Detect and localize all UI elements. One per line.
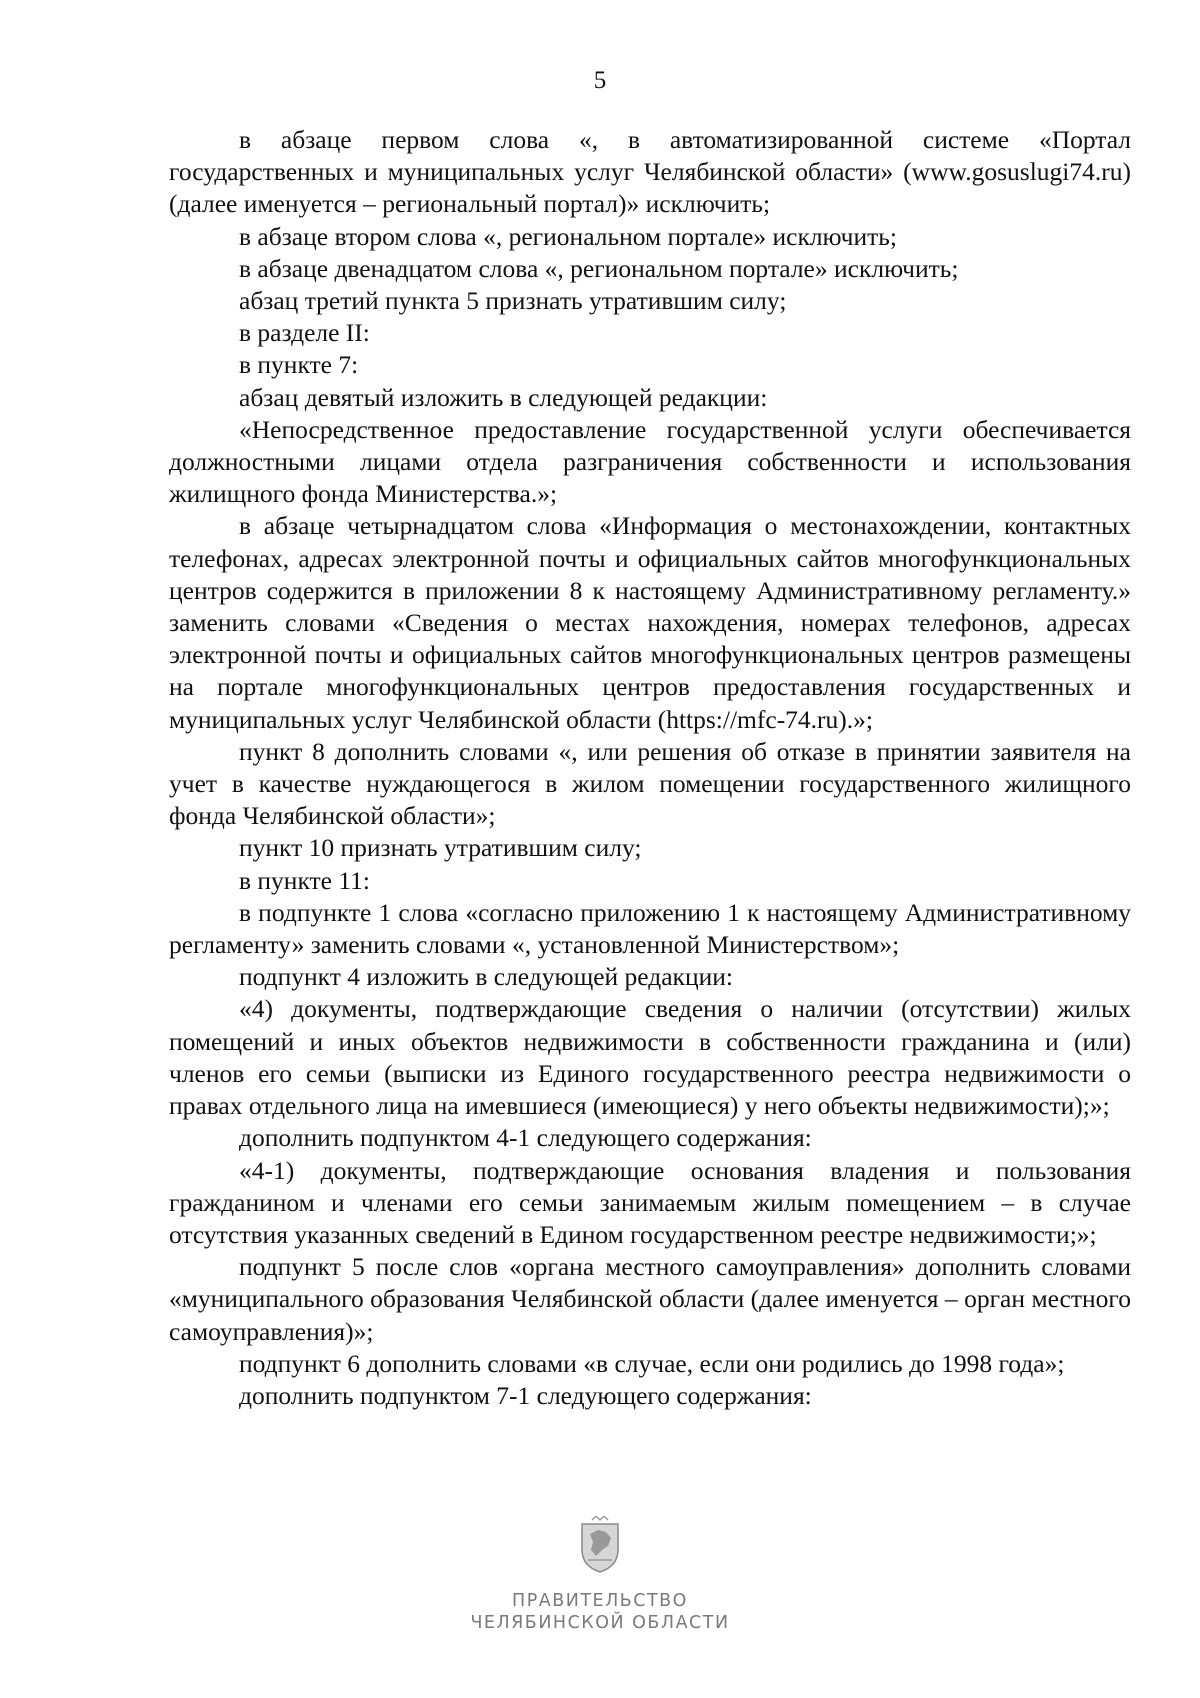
- paragraph: подпункт 4 изложить в следующей редакции:: [239, 962, 733, 992]
- paragraph: «4) документы, подтверждающие сведения о наличии (отсутствии) жилых помещений и иных объектов недвижимости в собственности гражданина и (или) членов его семьи (выписки из Единого государственного реестра недвижимости о правах отдельного лица на имевшиеся (имеющиеся) у него объекты недвижимости);»;: [169, 994, 1131, 1121]
- paragraph: в подпункте 1 слова «согласно приложению 1 к настоящему Административному регламенту» заменить словами «, установленной Министерством»;: [169, 897, 1131, 960]
- document-body: [169, 124, 1131, 1412]
- paragraph: дополнить подпунктом 7-1 следующего содержания:: [239, 1380, 812, 1410]
- paragraph: пункт 10 признать утратившим силу;: [239, 833, 642, 863]
- paragraph: дополнить подпунктом 4-1 следующего содержания:: [239, 1123, 812, 1153]
- paragraph: в пункте 11:: [239, 865, 370, 895]
- paragraph: «4-1) документы, подтверждающие основания владения и пользования гражданином и членами его семьи занимаемым жилым помещением – в случае отсутствия указанных сведений в Едином государственном реестре недвижимости;»;: [169, 1155, 1131, 1249]
- page-number: 5: [593, 67, 607, 94]
- paragraph: пункт 8 дополнить словами «, или решения об отказе в принятии заявителя на учет в качестве нуждающегося в жилом помещении государственного жилищного фонда Челябинской области»;: [169, 736, 1131, 831]
- paragraph: в абзаце втором слова «, региональном портале» исключить;: [239, 221, 897, 251]
- paragraph: в абзаце четырнадцатом слова «Информация о местонахождении, контактных телефонах, адресах электронной почты и официальных сайтов многофункциональных центров содержится в приложении 8 к настоящему Административному регламенту.» заменить словами «Сведения о местах нахождения, номерах телефонов, адресах электронной почты и официальных сайтов многофункциональных центров размещены на портале многофункциональных центров предоставления государственных и муниципальных услуг Челябинской области (https://mfc-74.ru).»;: [169, 511, 1131, 734]
- paragraph: в абзаце двенадцатом слова «, региональном портале» исключить;: [239, 253, 959, 283]
- stamp-line-government: ПРАВИТЕЛЬСТВО: [512, 1591, 688, 1611]
- coat-of-arms-icon: [578, 1516, 622, 1574]
- paragraph: в абзаце первом слова «, в автоматизированной системе «Портал государственных и муниципальных услуг Челябинской области» (www.gosuslugi74.ru) (далее именуется – региональный портал)» исключить;: [169, 125, 1131, 219]
- paragraph: подпункт 6 дополнить словами «в случае, если они родились до 1998 года»;: [239, 1348, 1065, 1378]
- stamp-line-region: ЧЕЛЯБИНСКОЙ ОБЛАСТИ: [470, 1613, 730, 1633]
- paragraph: «Непосредственное предоставление государственной услуги обеспечивается должностными лицами отдела разграничения собственности и использования жилищного фонда Министерства.»;: [169, 414, 1131, 509]
- paragraph: в пункте 7:: [239, 350, 359, 380]
- paragraph: подпункт 5 после слов «органа местного самоуправления» дополнить словами «муниципального образования Челябинской области (далее именуется – орган местного самоуправления)»;: [169, 1252, 1131, 1346]
- government-stamp: [440, 1516, 760, 1666]
- paragraph: абзац девятый изложить в следующей редакции:: [239, 382, 768, 412]
- paragraph: абзац третий пункта 5 признать утратившим силу;: [239, 286, 787, 316]
- paragraph: в разделе II:: [239, 318, 370, 348]
